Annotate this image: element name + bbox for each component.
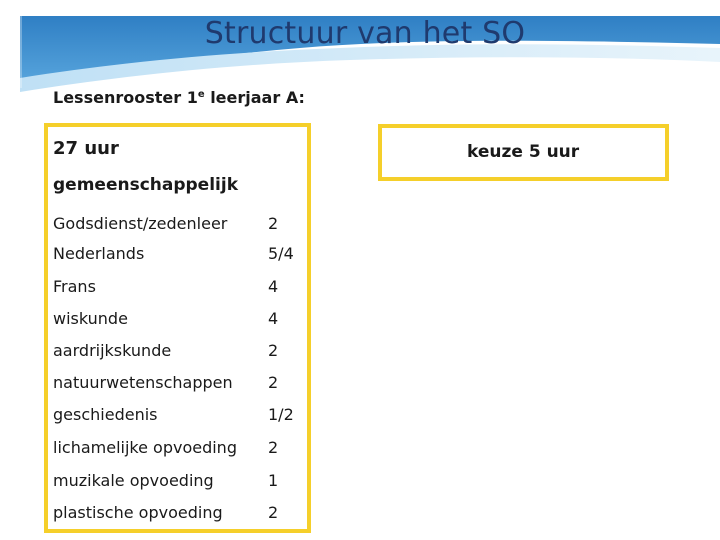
subject-name: Godsdienst/zedenleer xyxy=(53,214,228,233)
subject-row xyxy=(53,373,313,397)
subject-name: geschiedenis xyxy=(53,405,158,424)
subtitle-superscript: e xyxy=(197,89,205,100)
subject-hours: 1 xyxy=(268,471,279,490)
subtitle xyxy=(53,88,305,107)
subject-row xyxy=(53,277,313,301)
subject-hours: 4 xyxy=(268,309,279,328)
subject-row xyxy=(53,214,313,238)
common-hours-heading: 27 uur xyxy=(53,138,119,159)
subject-hours: 4 xyxy=(268,277,279,296)
subject-hours: 2 xyxy=(268,214,279,233)
subject-row xyxy=(53,341,313,365)
subject-hours: 2 xyxy=(268,438,279,457)
choice-hours-heading: keuze 5 uur xyxy=(467,142,580,162)
subject-row xyxy=(53,438,313,462)
subject-name: plastische opvoeding xyxy=(53,503,223,522)
subject-hours: 5/4 xyxy=(268,244,294,263)
subject-hours: 2 xyxy=(268,341,279,360)
subject-name: Nederlands xyxy=(53,244,145,263)
subject-row xyxy=(53,471,313,495)
subtitle-suffix: leerjaar A: xyxy=(204,88,305,107)
subject-row xyxy=(53,244,313,268)
common-section-label: gemeenschappelijk xyxy=(53,175,238,195)
subject-hours: 2 xyxy=(268,373,279,392)
subject-row xyxy=(53,309,313,333)
subject-name: aardrijkskunde xyxy=(53,341,172,360)
subject-hours: 1/2 xyxy=(268,405,294,424)
slide-title: Structuur van het SO xyxy=(204,16,526,51)
subject-name: lichamelijke opvoeding xyxy=(53,438,237,457)
subject-name: muzikale opvoeding xyxy=(53,471,214,490)
subject-row xyxy=(53,405,313,429)
subject-name: Frans xyxy=(53,277,96,296)
subject-hours: 2 xyxy=(268,503,279,522)
subject-name: wiskunde xyxy=(53,309,128,328)
subject-name: natuurwetenschappen xyxy=(53,373,233,392)
subtitle-prefix: Lessenrooster 1 xyxy=(53,88,198,107)
subject-row xyxy=(53,503,313,527)
